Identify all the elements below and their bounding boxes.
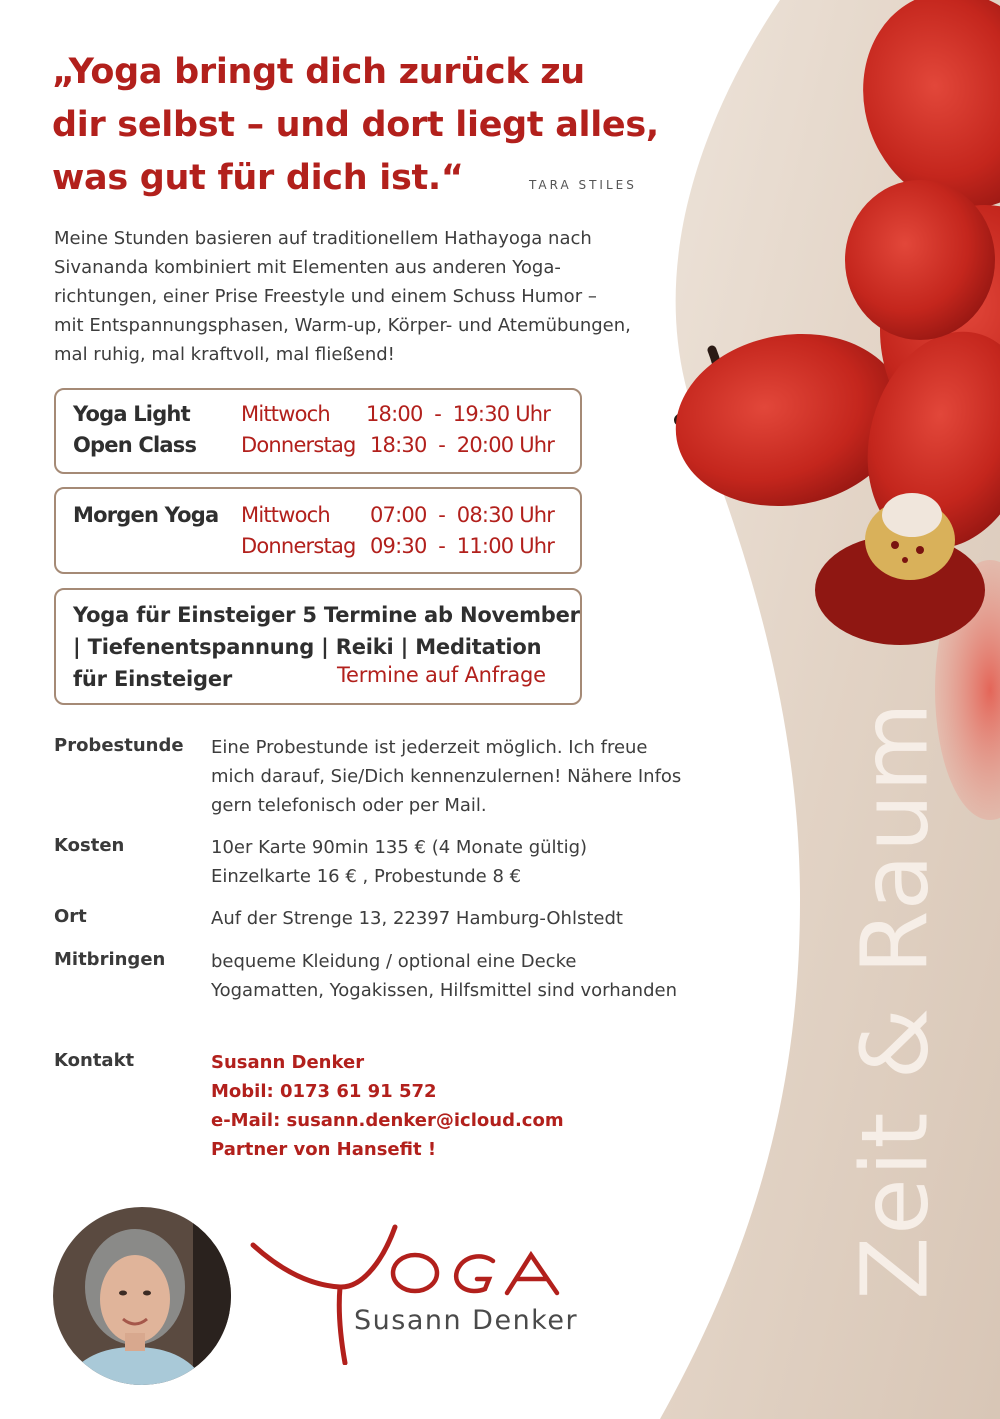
portrait-photo <box>53 1207 231 1385</box>
intro-line: Sivananda kombiniert mit Elementen aus anderen Yoga- <box>54 257 561 278</box>
class-day: Mittwoch <box>241 402 330 426</box>
label-ort: Ort <box>54 906 87 927</box>
quote-line-2: dir selbst – und dort liegt alles, <box>52 105 659 145</box>
label-kosten: Kosten <box>54 835 125 856</box>
class-time: 07:00 - 08:30 Uhr <box>370 503 555 527</box>
value-line: Auf der Strenge 13, 22397 Hamburg-Ohlstedt <box>211 908 623 929</box>
class-name: Morgen Yoga <box>73 503 219 527</box>
value-ort <box>211 904 623 933</box>
contact-phone[interactable]: Mobil: 0173 61 91 572 <box>211 1081 437 1102</box>
value-kontakt <box>211 1048 564 1164</box>
value-kosten <box>211 833 587 891</box>
logo-name: Susann Denker <box>354 1305 579 1336</box>
schedule-box-evening <box>54 388 582 474</box>
value-line: 10er Karte 90min 135 € (4 Monate gültig) <box>211 837 588 858</box>
contact-email[interactable]: e-Mail: susann.denker@icloud.com <box>211 1110 564 1131</box>
yoga-logo-icon <box>245 1215 595 1365</box>
value-line: bequeme Kleidung / optional eine Decke <box>211 951 577 972</box>
side-slogan: Zeit & Raum <box>841 700 949 1300</box>
intro-text <box>54 224 674 369</box>
intro-line: mit Entspannungsphasen, Warm-up, Körper- und Atemübungen, <box>54 315 631 336</box>
beginner-line: für Einsteiger <box>73 667 233 691</box>
value-mitbringen <box>211 947 677 1005</box>
class-time: 18:30 - 20:00 Uhr <box>370 433 555 457</box>
class-day: Mittwoch <box>241 503 330 527</box>
label-probestunde: Probestunde <box>54 735 184 756</box>
class-time: 18:00 - 19:30 Uhr <box>366 402 551 426</box>
intro-line: mal ruhig, mal kraftvoll, mal fließend! <box>54 344 395 365</box>
quote-line-1: „Yoga bringt dich zurück zu <box>52 52 585 92</box>
contact-partner: Partner von Hansefit ! <box>211 1139 437 1160</box>
value-line: gern telefonisch oder per Mail. <box>211 795 487 816</box>
intro-line: Meine Stunden basieren auf traditionellem Hathayoga nach <box>54 228 592 249</box>
beginner-line: | Tiefenentspannung | Reiki | Meditation <box>73 635 542 659</box>
class-day: Donnerstag <box>241 433 356 457</box>
value-line: Eine Probestunde ist jederzeit möglich. Ich freue <box>211 737 648 758</box>
class-name: Open Class <box>73 433 197 457</box>
beginner-line: Yoga für Einsteiger 5 Termine ab November <box>73 603 580 627</box>
value-line: Yogamatten, Yogakissen, Hilfsmittel sind vorhanden <box>211 980 677 1001</box>
quote-author: TARA STILES <box>529 178 637 192</box>
class-name: Yoga Light <box>73 402 190 426</box>
dates-on-request: Termine auf Anfrage <box>337 663 546 687</box>
label-mitbringen: Mitbringen <box>54 949 166 970</box>
class-time: 09:30 - 11:00 Uhr <box>370 534 555 558</box>
label-kontakt: Kontakt <box>54 1050 135 1071</box>
value-probestunde <box>211 733 681 820</box>
quote-line-3: was gut für dich ist.“ <box>52 158 464 198</box>
value-line: Einzelkarte 16 € , Probestunde 8 € <box>211 866 522 887</box>
intro-line: richtungen, einer Prise Freestyle und einem Schuss Humor – <box>54 286 597 307</box>
schedule-box-beginners <box>54 588 582 705</box>
schedule-box-morning <box>54 487 582 574</box>
value-line: mich darauf, Sie/Dich kennenzulernen! Nähere Infos <box>211 766 682 787</box>
class-day: Donnerstag <box>241 534 356 558</box>
contact-name: Susann Denker <box>211 1052 365 1073</box>
